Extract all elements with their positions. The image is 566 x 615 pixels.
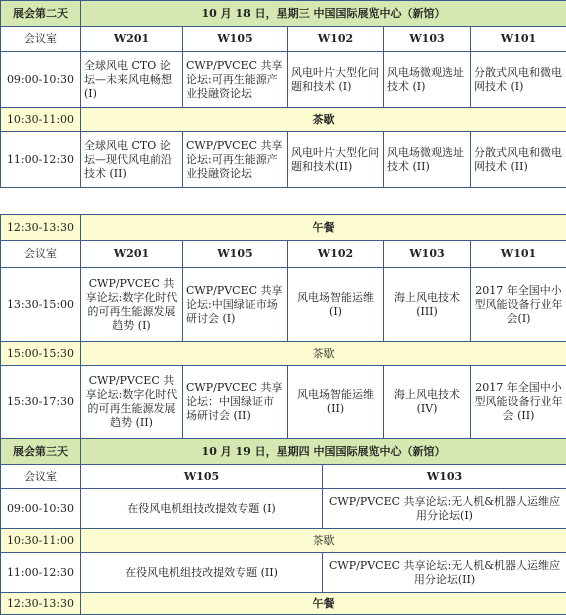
session-cell: CWP/PVCEC 共享论坛:无人机&机器人运维应用分论坛(II): [323, 553, 566, 593]
session-cell: 风电叶片大型化问题和技术 (I): [288, 52, 384, 108]
break-row: [1, 529, 566, 553]
day-header-row: [1, 439, 566, 465]
session-cell: 分散式风电和微电网技术 (II): [471, 132, 566, 188]
room-header: W105: [183, 241, 288, 268]
session-row: [1, 132, 566, 188]
session-cell: 海上风电技术 (IV): [384, 366, 471, 439]
session-cell: 风电叶片大型化问题和技术(II): [288, 132, 384, 188]
room-label: 会议室: [1, 465, 81, 489]
session-cell: CWP/PVCEC 共享论坛:无人机&机器人运维应用分论坛(I): [323, 489, 566, 529]
room-header: W103: [384, 241, 471, 268]
time-slot: 12:30-13:30: [1, 593, 81, 615]
day-header-row: [1, 1, 566, 27]
session-cell: 在役风电机组技改提效专题 (II): [81, 553, 323, 593]
session-cell: 风电场微观选址技术 (I): [384, 52, 471, 108]
session-cell: 全球风电 CTO 论坛—未来风电畅想(I): [81, 52, 183, 108]
day-label: 展会第二天: [1, 1, 81, 27]
room-header: W102: [288, 241, 384, 268]
time-slot: 12:30-13:30: [1, 215, 81, 241]
time-slot: 13:30-15:00: [1, 268, 81, 342]
session-row: [1, 489, 566, 529]
time-slot: 10:30-11:00: [1, 529, 81, 553]
session-cell: 分散式风电和微电网技术 (I): [471, 52, 566, 108]
lunch-row: [1, 593, 566, 615]
time-slot: 11:00-12:30: [1, 553, 81, 593]
break-row: [1, 342, 566, 366]
lunch-label: 午餐: [81, 215, 566, 241]
session-cell: 在役风电机组技改提效专题 (I): [81, 489, 323, 529]
session-row: [1, 52, 566, 108]
session-row: [1, 268, 566, 342]
lunch-row: [1, 215, 566, 241]
session-row: [1, 366, 566, 439]
room-header: W105: [183, 27, 288, 52]
time-slot: 15:00-15:30: [1, 342, 81, 366]
room-header: W103: [384, 27, 471, 52]
day-label: 展会第三天: [1, 439, 81, 465]
lunch-label: 午餐: [81, 593, 566, 615]
session-cell: 风电场智能运维 (II): [288, 366, 384, 439]
schedule-day2-afternoon-day3: [0, 214, 566, 615]
room-header-row: [1, 241, 566, 268]
time-slot: 10:30-11:00: [1, 108, 81, 132]
session-cell: 全球风电 CTO 论坛—现代风电前沿技术 (II): [81, 132, 183, 188]
break-row: [1, 108, 566, 132]
room-label: 会议室: [1, 27, 81, 52]
session-cell: CWP/PVCEC 共享论坛:中国绿证市场研讨会 (I): [183, 268, 288, 342]
room-header: W201: [81, 27, 183, 52]
session-cell: 风电场智能运维 (I): [288, 268, 384, 342]
tea-break: 茶歇: [81, 342, 566, 366]
tea-break: 茶歇: [81, 108, 566, 132]
room-label: 会议室: [1, 241, 81, 268]
date-title: 10 月 18 日，星期三 中国国际展览中心（新馆）: [81, 1, 566, 27]
session-cell: CWP/PVCEC 共享论坛：中国绿证市场研讨会 (II): [183, 366, 288, 439]
session-cell: 海上风电技术 (III): [384, 268, 471, 342]
room-header: W101: [471, 27, 566, 52]
schedule-day2-morning: [0, 0, 566, 188]
room-header: W103: [323, 465, 566, 489]
time-slot: 15:30-17:30: [1, 366, 81, 439]
session-cell: CWP/PVCEC 共享论坛:数字化时代的可再生能源发展趋势 (II): [81, 366, 183, 439]
room-header-row: [1, 27, 566, 52]
time-slot: 11:00-12:30: [1, 132, 81, 188]
room-header-row: [1, 465, 566, 489]
session-cell: CWP/PVCEC 共享论坛:数字化时代的可再生能源发展趋势 (I): [81, 268, 183, 342]
room-header: W105: [81, 465, 323, 489]
session-cell: CWP/PVCEC 共享论坛:可再生能源产业投融资论坛: [183, 52, 288, 108]
session-cell: CWP/PVCEC 共享论坛:可再生能源产业投融资论坛: [183, 132, 288, 188]
session-cell: 风电场微观选址技术 (II): [384, 132, 471, 188]
time-slot: 09:00-10:30: [1, 52, 81, 108]
tea-break: 茶歇: [81, 529, 566, 553]
session-row: [1, 553, 566, 593]
session-cell: 2017 年全国中小型风能设备行业年会 (II): [471, 366, 566, 439]
date-title: 10 月 19 日，星期四 中国国际展览中心（新馆）: [81, 439, 566, 465]
room-header: W201: [81, 241, 183, 268]
room-header: W102: [288, 27, 384, 52]
session-cell: 2017 年全国中小型风能设备行业年会(I): [471, 268, 566, 342]
time-slot: 09:00-10:30: [1, 489, 81, 529]
room-header: W101: [471, 241, 566, 268]
